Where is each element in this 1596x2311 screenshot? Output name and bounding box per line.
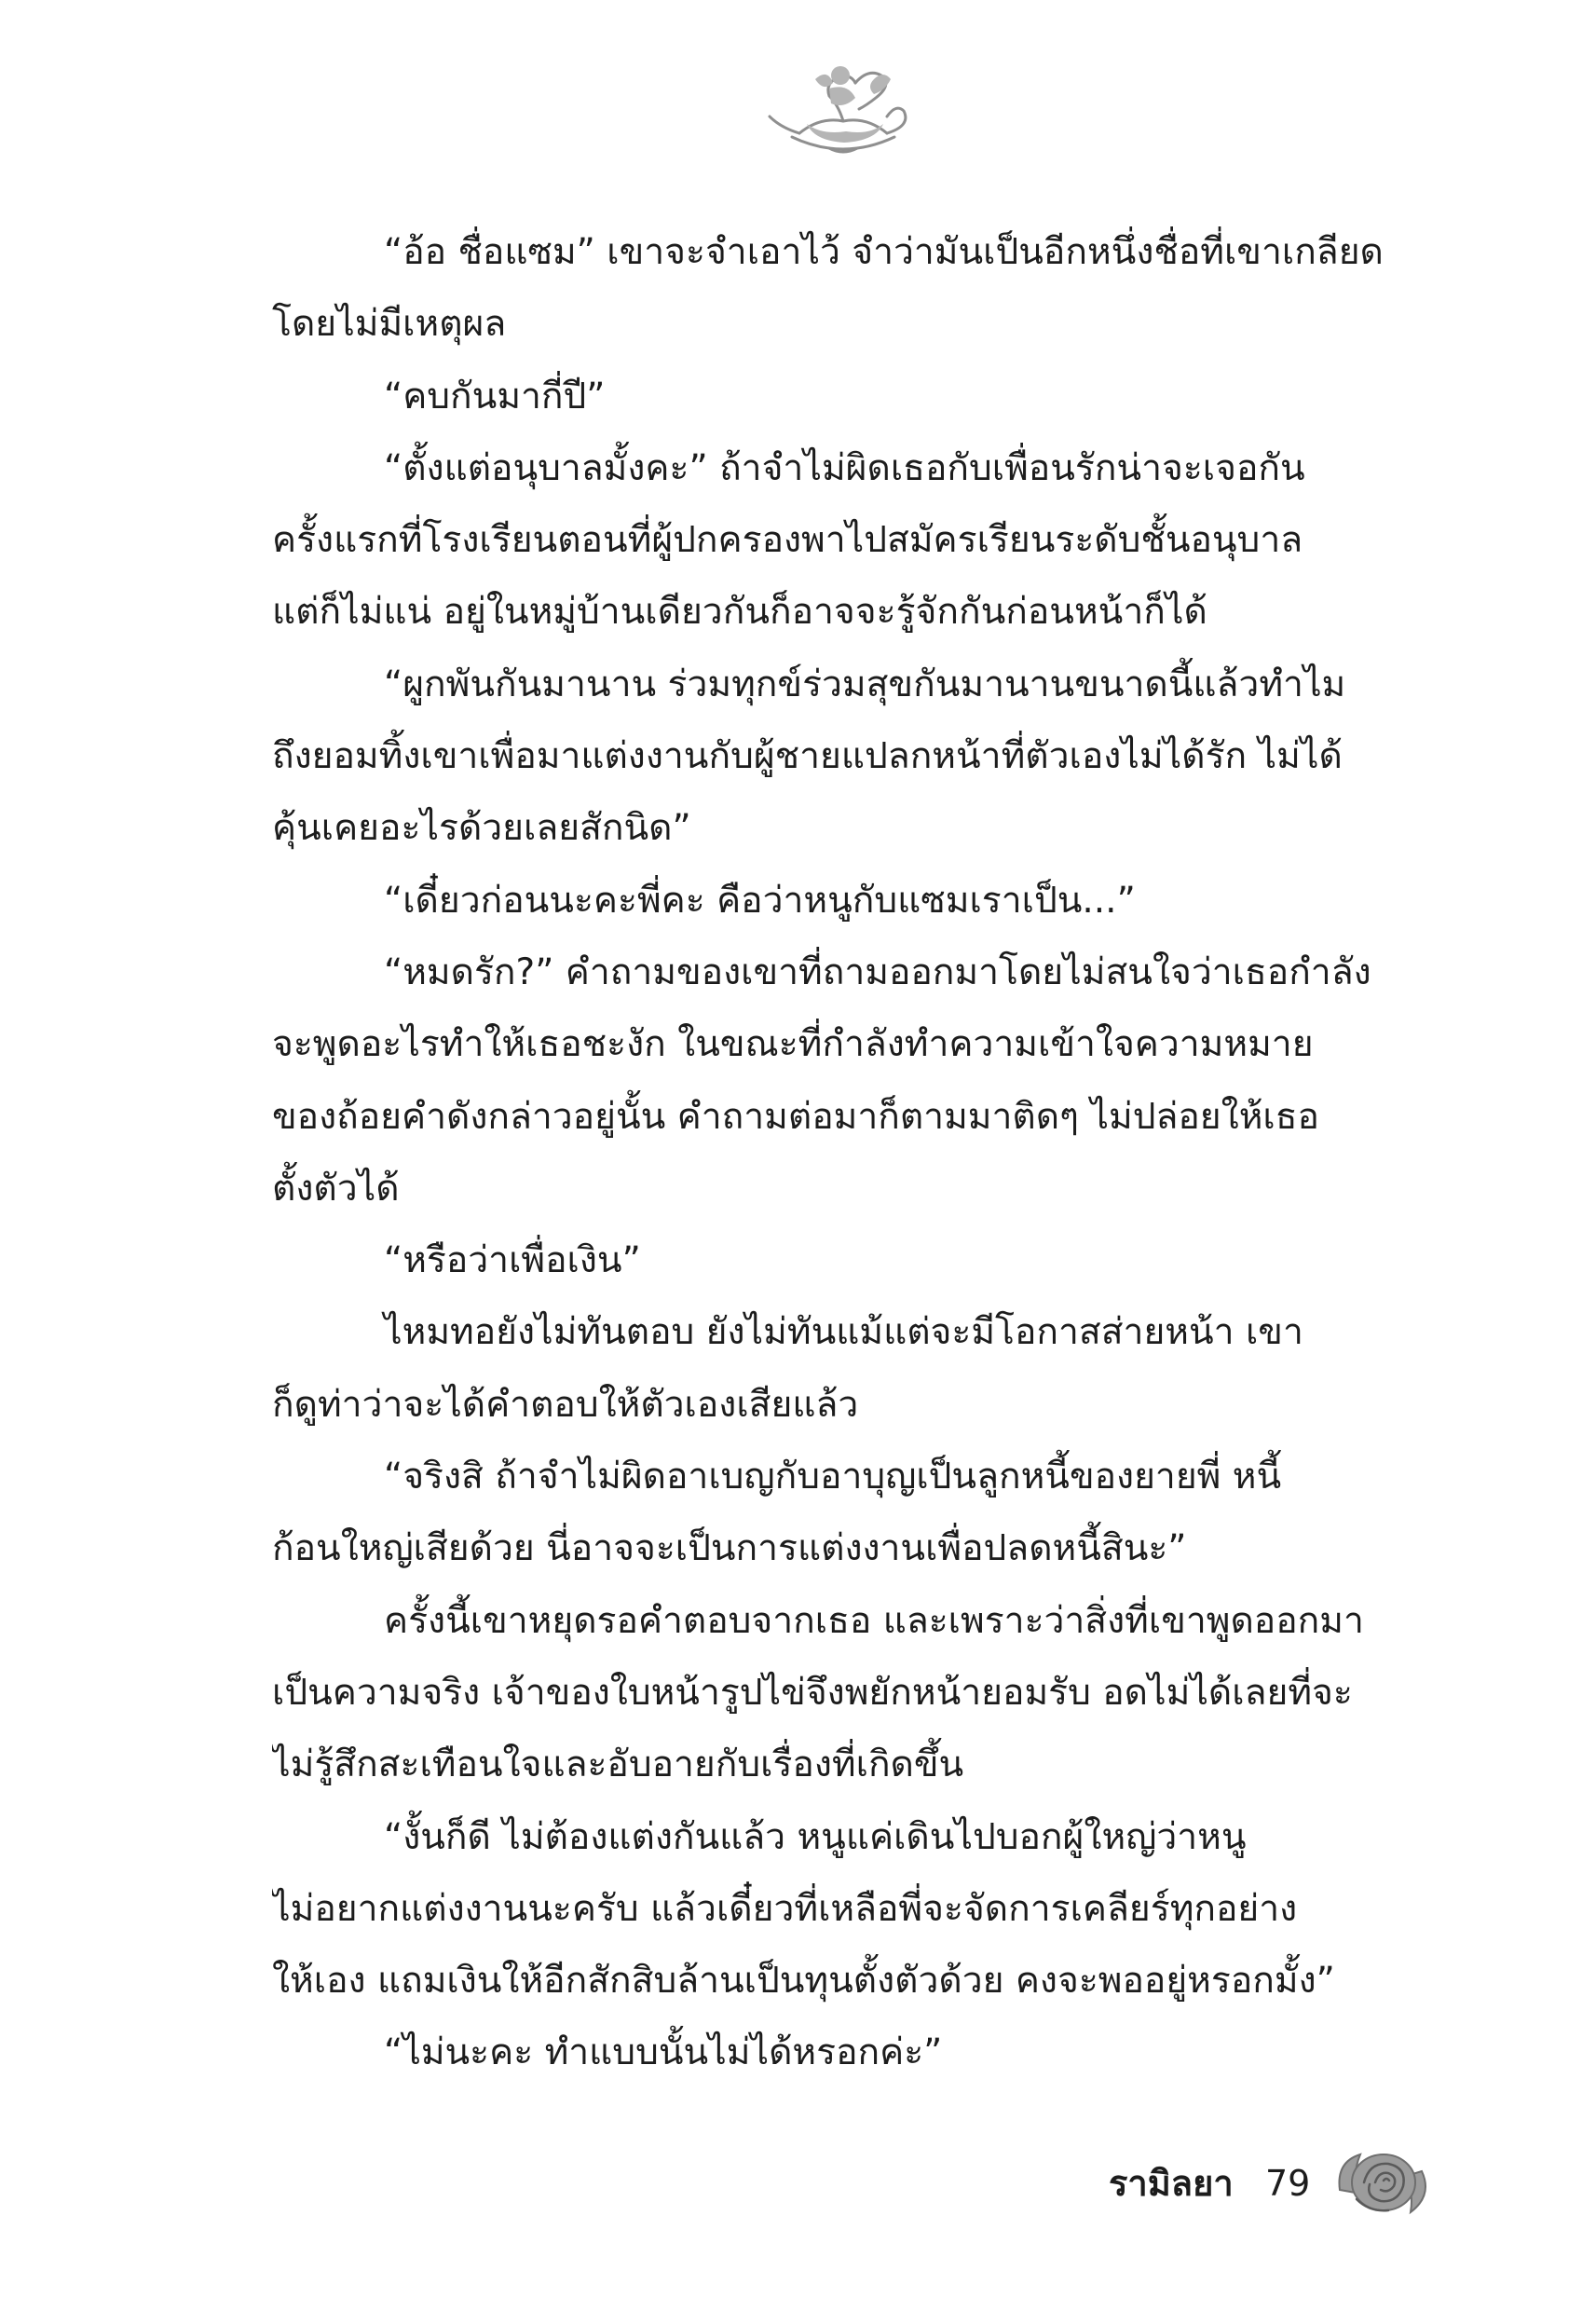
text-line: “หรือว่าเพื่อเงิน” [384, 1239, 641, 1282]
text-line: ไหมทอยังไม่ทันตอบ ยังไม่ทันแม้แต่จะมีโอกาสส่ายหน้า เขา [384, 1311, 1303, 1354]
text-line: คุ้นเคยอะไรด้วยเลยสักนิด” [272, 807, 691, 850]
text-line: “งั้นก็ดี ไม่ต้องแต่งกันแล้ว หนูแค่เดินไปบอกผู้ใหญ่ว่าหนู [384, 1815, 1247, 1858]
page-number: 79 [1265, 2163, 1311, 2204]
text-line: ถึงยอมทิ้งเขาเพื่อมาแต่งงานกับผู้ชายแปลกหน้าที่ตัวเองไม่ได้รัก ไม่ได้ [272, 735, 1343, 778]
text-line: ครั้งแรกที่โรงเรียนตอนที่ผู้ปกครองพาไปสมัครเรียนระดับชั้นอนุบาล [272, 519, 1303, 562]
text-line: ไม่อยากแต่งงานนะครับ แล้วเดี๋ยวที่เหลือพี่จะจัดการเคลียร์ทุกอย่าง [272, 1887, 1298, 1930]
rose-icon [1332, 2134, 1435, 2227]
text-line: ให้เอง แถมเงินให้อีกสักสิบล้านเป็นทุนตั้งตัวด้วย คงจะพออยู่หรอกมั้ง” [272, 1960, 1335, 2003]
text-line: “เดี๋ยวก่อนนะคะพี่คะ คือว่าหนูกับแซมเราเป็น...” [384, 879, 1136, 922]
text-line: “ตั้งแต่อนุบาลมั้งคะ” ถ้าจำไม่ผิดเธอกับเพื่อนรักน่าจะเจอกัน [384, 446, 1305, 489]
text-line: “ไม่นะคะ ทำแบบนั้นไม่ได้หรอกค่ะ” [384, 2031, 943, 2074]
text-line: โดยไม่มีเหตุผล [272, 303, 507, 346]
book-title: รามิลยา [1109, 2163, 1234, 2204]
text-line: ไม่รู้สึกสะเทือนใจและอับอายกับเรื่องที่เกิดขึ้น [272, 1744, 964, 1786]
text-line: ก็ดูท่าว่าจะได้คำตอบให้ตัวเองเสียแล้ว [272, 1383, 859, 1426]
genie-lamp-cupid-icon [764, 51, 922, 163]
text-line: “จริงสิ ถ้าจำไม่ผิดอาเบญกับอาบุญเป็นลูกหนี้ของยายพี่ หนี้ [384, 1456, 1282, 1498]
text-line: “หมดรัก?” คำถามของเขาที่ถามออกมาโดยไม่สนใจว่าเธอกำลัง [384, 950, 1371, 993]
text-line: จะพูดอะไรทำให้เธอชะงัก ในขณะที่กำลังทำความเข้าใจความหมาย [272, 1023, 1314, 1066]
text-line: “อ้อ ชื่อแซม” เขาจะจำเอาไว้ จำว่ามันเป็นอีกหนึ่งชื่อที่เขาเกลียด [384, 231, 1384, 273]
text-line: ตั้งตัวได้ [272, 1167, 400, 1210]
body-text [272, 216, 1418, 2089]
text-line: “ผูกพันกันมานาน ร่วมทุกข์ร่วมสุขกันมานานขนาดนี้แล้วทำไม [384, 663, 1346, 705]
text-line: เป็นความจริง เจ้าของใบหน้ารูปไข่จึงพยักหน้ายอมรับ อดไม่ได้เลยที่จะ [272, 1671, 1353, 1714]
text-line: แต่ก็ไม่แน่ อยู่ในหมู่บ้านเดียวกันก็อาจจะรู้จักกันก่อนหน้าก็ได้ [272, 591, 1207, 634]
text-line: ของถ้อยคำดังกล่าวอยู่นั้น คำถามต่อมาก็ตามมาติดๆ ไม่ปล่อยให้เธอ [272, 1095, 1319, 1138]
text-line: ครั้งนี้เขาหยุดรอคำตอบจากเธอ และเพราะว่าสิ่งที่เขาพูดออกมา [384, 1599, 1364, 1642]
text-line: “คบกันมากี่ปี” [384, 375, 606, 417]
text-line: ก้อนใหญ่เสียด้วย นี่อาจจะเป็นการแต่งงานเพื่อปลดหนี้สินะ” [272, 1527, 1187, 1570]
